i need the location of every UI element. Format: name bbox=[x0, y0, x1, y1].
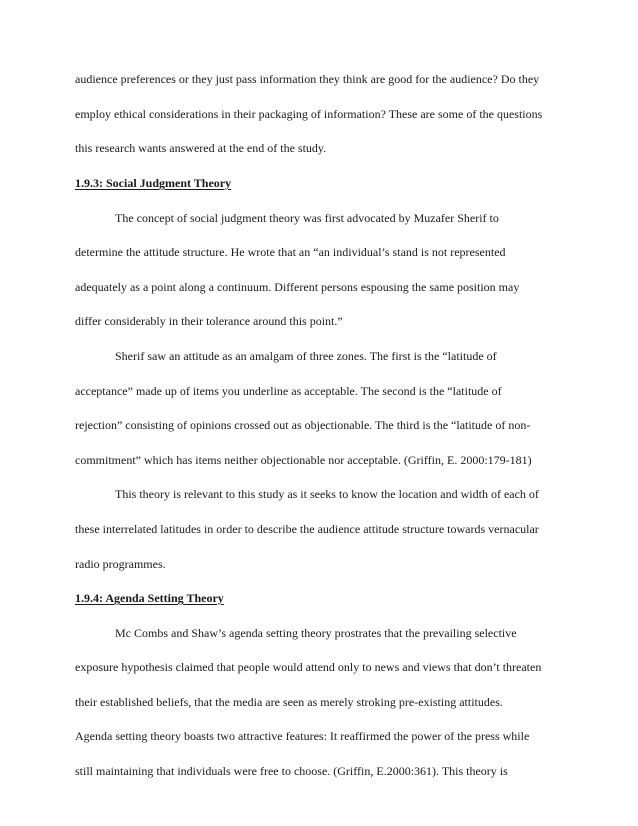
social-judgment-p1-line-1: The concept of social judgment theory was first advocated by Muzafer Sherif to bbox=[115, 211, 499, 225]
social-judgment-p1-line-3: adequately as a point along a continuum. Different persons espousing the same position may bbox=[75, 280, 520, 294]
social-judgment-p2-line-3: rejection” consisting of opinions crossed out as objectionable. The third is the “latitude of non- bbox=[75, 418, 531, 432]
social-judgment-p3-line-3: radio programmes. bbox=[75, 557, 166, 571]
agenda-setting-p1-line-2: exposure hypothesis claimed that people would attend only to news and views that don’t threaten bbox=[75, 660, 542, 674]
intro-line-1: audience preferences or they just pass information they think are good for the audience? Do they bbox=[75, 72, 540, 86]
social-judgment-p1-line-4: differ considerably in their tolerance around this point.” bbox=[75, 314, 343, 328]
agenda-setting-p1-line-3: their established beliefs, that the media are seen as merely stroking pre-existing attitudes. bbox=[75, 695, 503, 709]
section-heading-agenda-setting: 1.9.4: Agenda Setting Theory bbox=[75, 591, 224, 605]
social-judgment-p2-line-4: commitment” which has items neither objectionable nor acceptable. (Griffin, E. 2000:179-181) bbox=[75, 453, 532, 467]
agenda-setting-p1-line-1: Mc Combs and Shaw’s agenda setting theory prostrates that the prevailing selective bbox=[115, 626, 517, 640]
social-judgment-p3-line-1: This theory is relevant to this study as it seeks to know the location and width of each of bbox=[115, 487, 539, 501]
social-judgment-p3-line-2: these interrelated latitudes in order to describe the audience attitude structure towards vernacular bbox=[75, 522, 539, 536]
social-judgment-p1-line-2: determine the attitude structure. He wrote that an “an individual’s stand is not represented bbox=[75, 245, 506, 259]
agenda-setting-p1-line-5: still maintaining that individuals were free to choose. (Griffin, E.2000:361). This theory is bbox=[75, 764, 508, 778]
intro-line-2: employ ethical considerations in their packaging of information? These are some of the questions bbox=[75, 107, 543, 121]
social-judgment-p2-line-2: acceptance” made up of items you underline as acceptable. The second is the “latitude of bbox=[75, 384, 502, 398]
social-judgment-p2-line-1: Sherif saw an attitude as an amalgam of three zones. The first is the “latitude of bbox=[115, 349, 497, 363]
section-heading-social-judgment: 1.9.3: Social Judgment Theory bbox=[75, 176, 232, 190]
intro-line-3: this research wants answered at the end of the study. bbox=[75, 141, 327, 155]
agenda-setting-p1-line-4: Agenda setting theory boasts two attractive features: It reaffirmed the power of the press while bbox=[75, 729, 530, 743]
